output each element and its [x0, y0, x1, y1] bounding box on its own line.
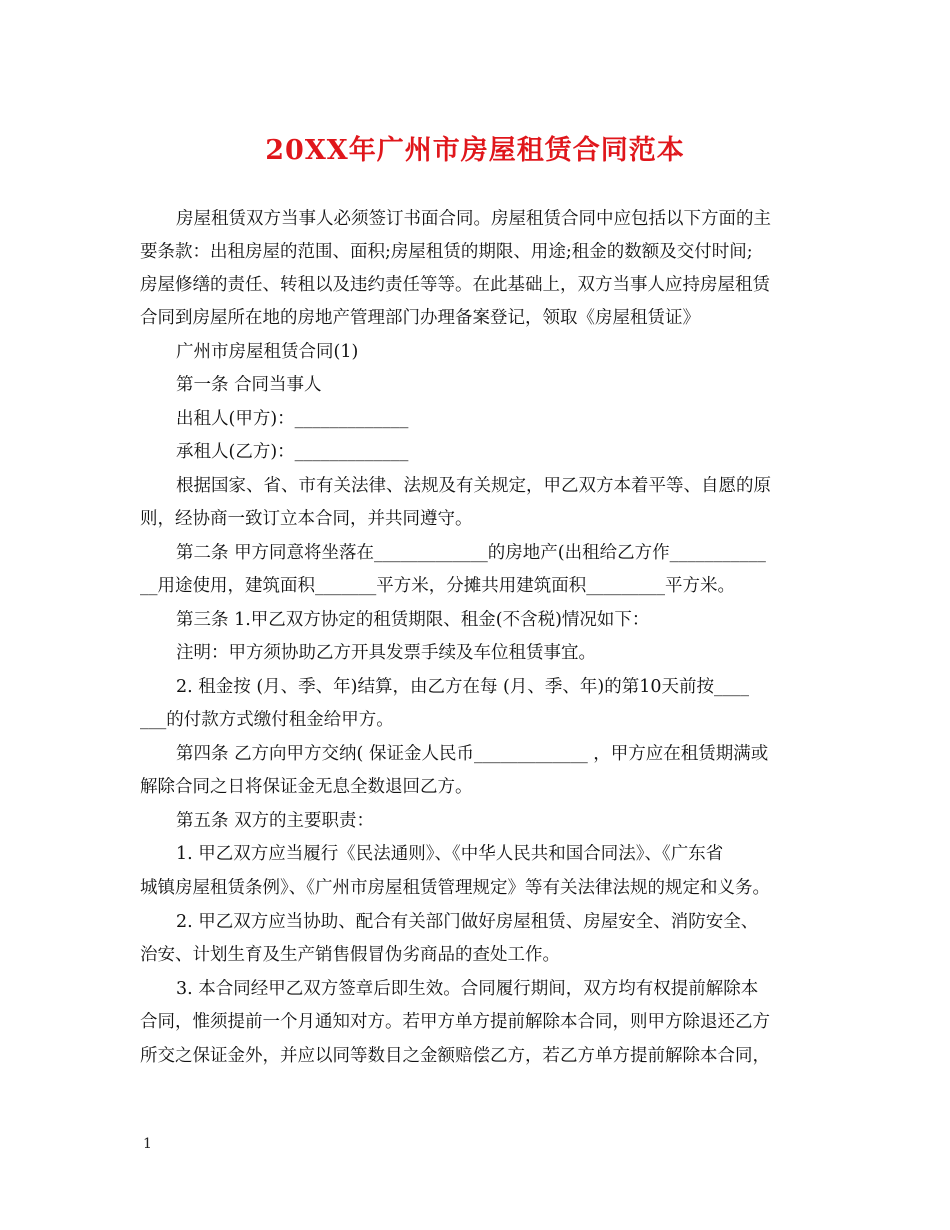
paragraph-line: 治安、计划生育及生产销售假冒伪劣商品的查处工作。 [140, 945, 560, 965]
paragraph-line: __用途使用，建筑面积_______平方米，分摊共用建筑面积_________平方米。 [140, 576, 735, 596]
paragraph-line: 所交之保证金外，并应以同等数目之金额赔偿乙方，若乙方单方提前解除本合同， [140, 1046, 770, 1066]
paragraph-line: 城镇房屋租赁条例》、《广州市房屋租赁管理规定》等有关法律法规的规定和义务。 [140, 878, 770, 898]
paragraph-line: 合同，惟须提前一个月通知对方。若甲方单方提前解除本合同，则甲方除退还乙方 [140, 1012, 770, 1032]
paragraph-line: 要条款：出租房屋的范围、面积;房屋租赁的期限、用途;租金的数额及交付时间; [140, 242, 753, 262]
paragraph-line: 解除合同之日将保证金无息全数退回乙方。 [140, 777, 473, 797]
paragraph-line: 第二条 甲方同意将坐落在_____________的房地产(出租给乙方作___________ [176, 543, 766, 563]
paragraph-line: 注明：甲方须协助乙方开具发票手续及车位租赁事宜。 [176, 643, 596, 663]
paragraph-line: 第三条 1.甲乙双方协定的租赁期限、租金(不含税)情况如下： [176, 610, 650, 630]
page-number: 1 [143, 1136, 152, 1152]
paragraph-line: 承租人(乙方)：_____________ [176, 442, 409, 462]
paragraph-line: 根据国家、省、市有关法律、法规及有关规定，甲乙双方本着平等、自愿的原 [176, 476, 771, 496]
paragraph-line: 第四条 乙方向甲方交纳( 保证金人民币_____________ ，甲方应在租赁期满或 [176, 744, 769, 764]
paragraph-line: 合同到房屋所在地的房地产管理部门办理备案登记，领取《房屋租赁证》 [140, 308, 700, 328]
paragraph-line: 第一条 合同当事人 [176, 375, 322, 395]
paragraph-line: 第五条 双方的主要职责： [176, 811, 375, 831]
paragraph-line: 2. 甲乙双方应当协助、配合有关部门做好房屋租赁、房屋安全、消防安全、 [176, 912, 759, 932]
paragraph-line: 2. 租金按 (月、季、年)结算，由乙方在每 (月、季、年)的第10天前按____ [176, 677, 749, 697]
paragraph-line: 1. 甲乙双方应当履行《民法通则》、《中华人民共和国合同法》、《广东省 [176, 844, 724, 864]
paragraph-line: 则，经协商一致订立本合同，并共同遵守。 [140, 509, 473, 529]
paragraph-line: 3. 本合同经甲乙双方签章后即生效。合同履行期间，双方均有权提前解除本 [176, 979, 759, 999]
document-title: 20XX年广州市房屋租赁合同范本 [265, 135, 685, 166]
paragraph-line: 广州市房屋租赁合同(1) [176, 342, 359, 362]
paragraph-line: 出租人(甲方)：_____________ [176, 409, 409, 429]
paragraph-line: ___的付款方式缴付租金给甲方。 [140, 710, 394, 730]
paragraph-line: 房屋租赁双方当事人必须签订书面合同。房屋租赁合同中应包括以下方面的主 [176, 209, 771, 229]
paragraph-line: 房屋修缮的责任、转租以及违约责任等等。在此基础上，双方当事人应持房屋租赁 [140, 275, 770, 295]
